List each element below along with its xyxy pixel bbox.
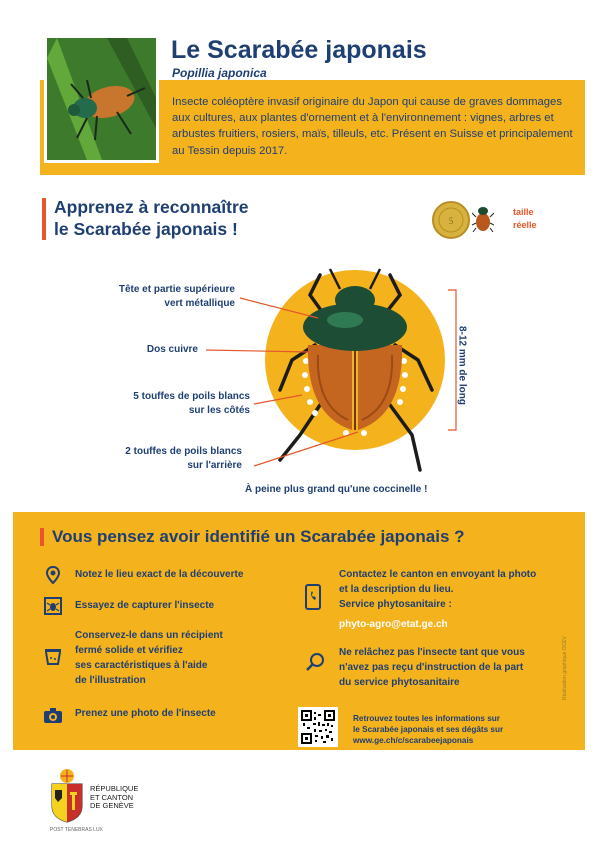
- step-contact: Contactez le canton en envoyant la photo et la description du lieu. Service phytosanitaire : phyto-agro@etat.ge.ch: [339, 567, 579, 632]
- size-measure: 8-12 mm de long: [456, 326, 468, 405]
- identify-accent-bar: [40, 528, 44, 546]
- identify-title: Vous pensez avoir identifié un Scarabée japonais ?: [52, 527, 465, 546]
- step-note-location: Notez le lieu exact de la découverte: [75, 569, 244, 580]
- geneva-crest-icon: [50, 768, 84, 824]
- step-photo: Prenez une photo de l'insecte: [75, 708, 216, 719]
- qr-code[interactable]: [298, 707, 338, 747]
- camera-icon: [43, 705, 63, 725]
- container-icon: [43, 646, 63, 666]
- recognize-title-line2: le Scarabée japonais !: [54, 219, 238, 239]
- magnifier-icon: [305, 652, 325, 672]
- step-capture: Essayez de capturer l'insecte: [75, 600, 215, 611]
- location-pin-icon: [43, 565, 63, 585]
- page-title: Le Scarabée japonais: [171, 36, 427, 64]
- ladybug-comparison: À peine plus grand qu'une coccinelle !: [245, 484, 428, 495]
- scientific-name: Popillia japonica: [172, 66, 267, 80]
- callout-head: Tête et partie supérieure vert métallique: [118, 284, 235, 309]
- more-info-url[interactable]: www.ge.ch/c/scarabeejaponais: [353, 736, 474, 745]
- motto: POST TENEBRAS LUX: [50, 827, 103, 833]
- step-do-not-release: Ne relâchez pas l'insecte tant que vous n'avez pas reçu d'instruction de la part du service phytosanitaire: [339, 647, 525, 688]
- capture-insect-icon: [43, 596, 63, 616]
- real-size-label: taille réelle: [513, 207, 537, 230]
- step-container: Conservez-le dans un récipient fermé solide et vérifiez ses caractéristiques à l'aide de l'illustration: [75, 630, 223, 686]
- intro-text: Insecte coléoptère invasif originaire du Japon qui cause de graves dommages aux cultures, aux plantes d'ornement et à l'environnement : vignes, arbres et arbustes fruitiers, rosiers, maïs, tilleuls, etc. Présent en Suisse et principalement au Tessin depuis 2017.: [172, 96, 573, 157]
- graphic-credit: Réalisation graphique OCEV: [562, 636, 568, 700]
- callout-back: Dos cuivre: [146, 344, 198, 355]
- phone-icon: [303, 584, 323, 610]
- callout-side-tufts: 5 touffes de poils blancs sur les côtés: [133, 391, 250, 416]
- callout-rear-tufts: 2 touffes de poils blancs sur l'arrière: [125, 446, 242, 471]
- republique-canton-geneve: RÉPUBLIQUE ET CANTON DE GENÈVE: [90, 784, 139, 810]
- contact-email-link[interactable]: phyto-agro@etat.ge.ch: [339, 619, 448, 630]
- more-info-text: Retrouvez toutes les informations sur le Scarabée japonais et ses dégâts sur www.ge.ch/c/scarabeejaponais: [353, 713, 543, 746]
- recognize-title-line1: Apprenez à reconnaître: [54, 197, 249, 217]
- svg-text:5: 5: [448, 216, 454, 226]
